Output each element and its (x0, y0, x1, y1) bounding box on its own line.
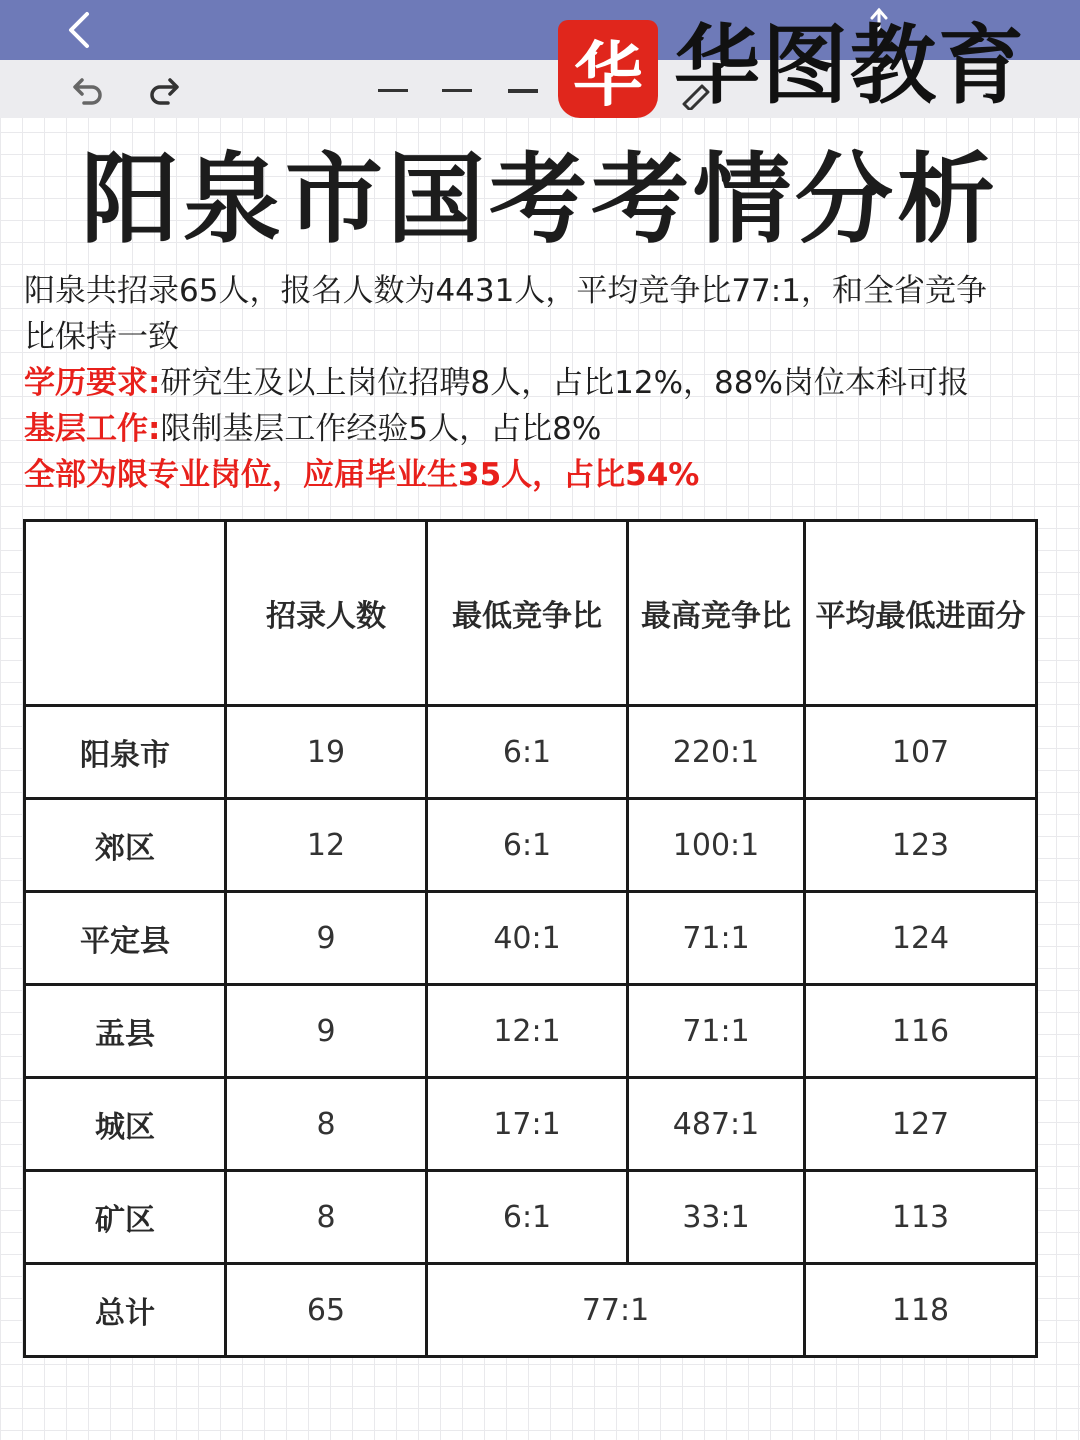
table-cell: 113 (805, 1171, 1037, 1264)
table-row (25, 706, 1037, 799)
table-cell: 220:1 (628, 706, 805, 799)
table-cell: 12 (226, 799, 427, 892)
table-cell: 40:1 (427, 892, 628, 985)
redo-icon (146, 72, 182, 108)
total-ratio: 77:1 (427, 1264, 805, 1357)
table-cell: 33:1 (628, 1171, 805, 1264)
table-row (25, 799, 1037, 892)
page-title: 阳泉市国考考情分析 (80, 143, 999, 257)
table-cell: 17:1 (427, 1078, 628, 1171)
table-cell: 6:1 (427, 706, 628, 799)
total-score: 118 (805, 1264, 1037, 1357)
grassroots-label: 基层工作: (24, 411, 161, 447)
education-text: 研究生及以上岗位招聘8人，占比12%，88%岗位本科可报 (160, 365, 969, 401)
undo-icon (70, 72, 106, 108)
header-cell: 招录人数 (226, 521, 427, 706)
table-total-row (25, 1264, 1037, 1357)
table-cell: 12:1 (427, 985, 628, 1078)
stroke-thin-option[interactable] (378, 89, 408, 92)
row-label: 城区 (25, 1078, 226, 1171)
education-label: 学历要求: (24, 365, 161, 401)
table-row (25, 1078, 1037, 1171)
table-cell: 107 (805, 706, 1037, 799)
header-cell: 最低竞争比 (427, 521, 628, 706)
table-row (25, 985, 1037, 1078)
row-label: 盂县 (25, 985, 226, 1078)
table-row (25, 892, 1037, 985)
total-label: 总计 (25, 1264, 226, 1357)
table-cell: 100:1 (628, 799, 805, 892)
table-cell: 6:1 (427, 799, 628, 892)
table-cell: 123 (805, 799, 1037, 892)
summary-line: 比保持一致 (24, 319, 179, 355)
logo-text: 华图教育 (674, 16, 1026, 116)
education-requirement (24, 360, 1054, 406)
table-row (25, 1171, 1037, 1264)
statistics-table (23, 519, 1038, 1358)
logo-badge: 华 (558, 20, 658, 118)
table-cell: 6:1 (427, 1171, 628, 1264)
header-cell (25, 521, 226, 706)
total-count: 65 (226, 1264, 427, 1357)
table-cell: 116 (805, 985, 1037, 1078)
table-cell: 9 (226, 892, 427, 985)
highlight-note: 全部为限专业岗位，应届毕业生35人，占比54% (24, 457, 700, 493)
back-icon (63, 10, 93, 50)
redo-button[interactable] (144, 70, 184, 110)
table-cell: 8 (226, 1171, 427, 1264)
table-cell: 8 (226, 1078, 427, 1171)
row-label: 郊区 (25, 799, 226, 892)
table-cell: 124 (805, 892, 1037, 985)
header-cell: 最高竞争比 (628, 521, 805, 706)
table-header-row (25, 521, 1037, 706)
undo-button[interactable] (68, 70, 108, 110)
table-cell: 71:1 (628, 985, 805, 1078)
summary-block (24, 268, 1054, 498)
table-cell: 127 (805, 1078, 1037, 1171)
row-label: 矿区 (25, 1171, 226, 1264)
brand-logo (556, 14, 1066, 118)
grassroots-requirement (24, 406, 1054, 452)
grassroots-text: 限制基层工作经验5人，占比8% (160, 411, 602, 447)
summary-line: 阳泉共招录65人，报名人数为4431人，平均竞争比77:1，和全省竞争 (24, 273, 987, 309)
stroke-thick-option[interactable] (508, 89, 538, 93)
table-cell: 71:1 (628, 892, 805, 985)
table-cell: 19 (226, 706, 427, 799)
stroke-medium-option[interactable] (442, 89, 472, 92)
row-label: 阳泉市 (25, 706, 226, 799)
row-label: 平定县 (25, 892, 226, 985)
table-cell: 9 (226, 985, 427, 1078)
header-cell: 平均最低进面分 (805, 521, 1037, 706)
table-cell: 487:1 (628, 1078, 805, 1171)
back-button[interactable] (58, 10, 98, 50)
